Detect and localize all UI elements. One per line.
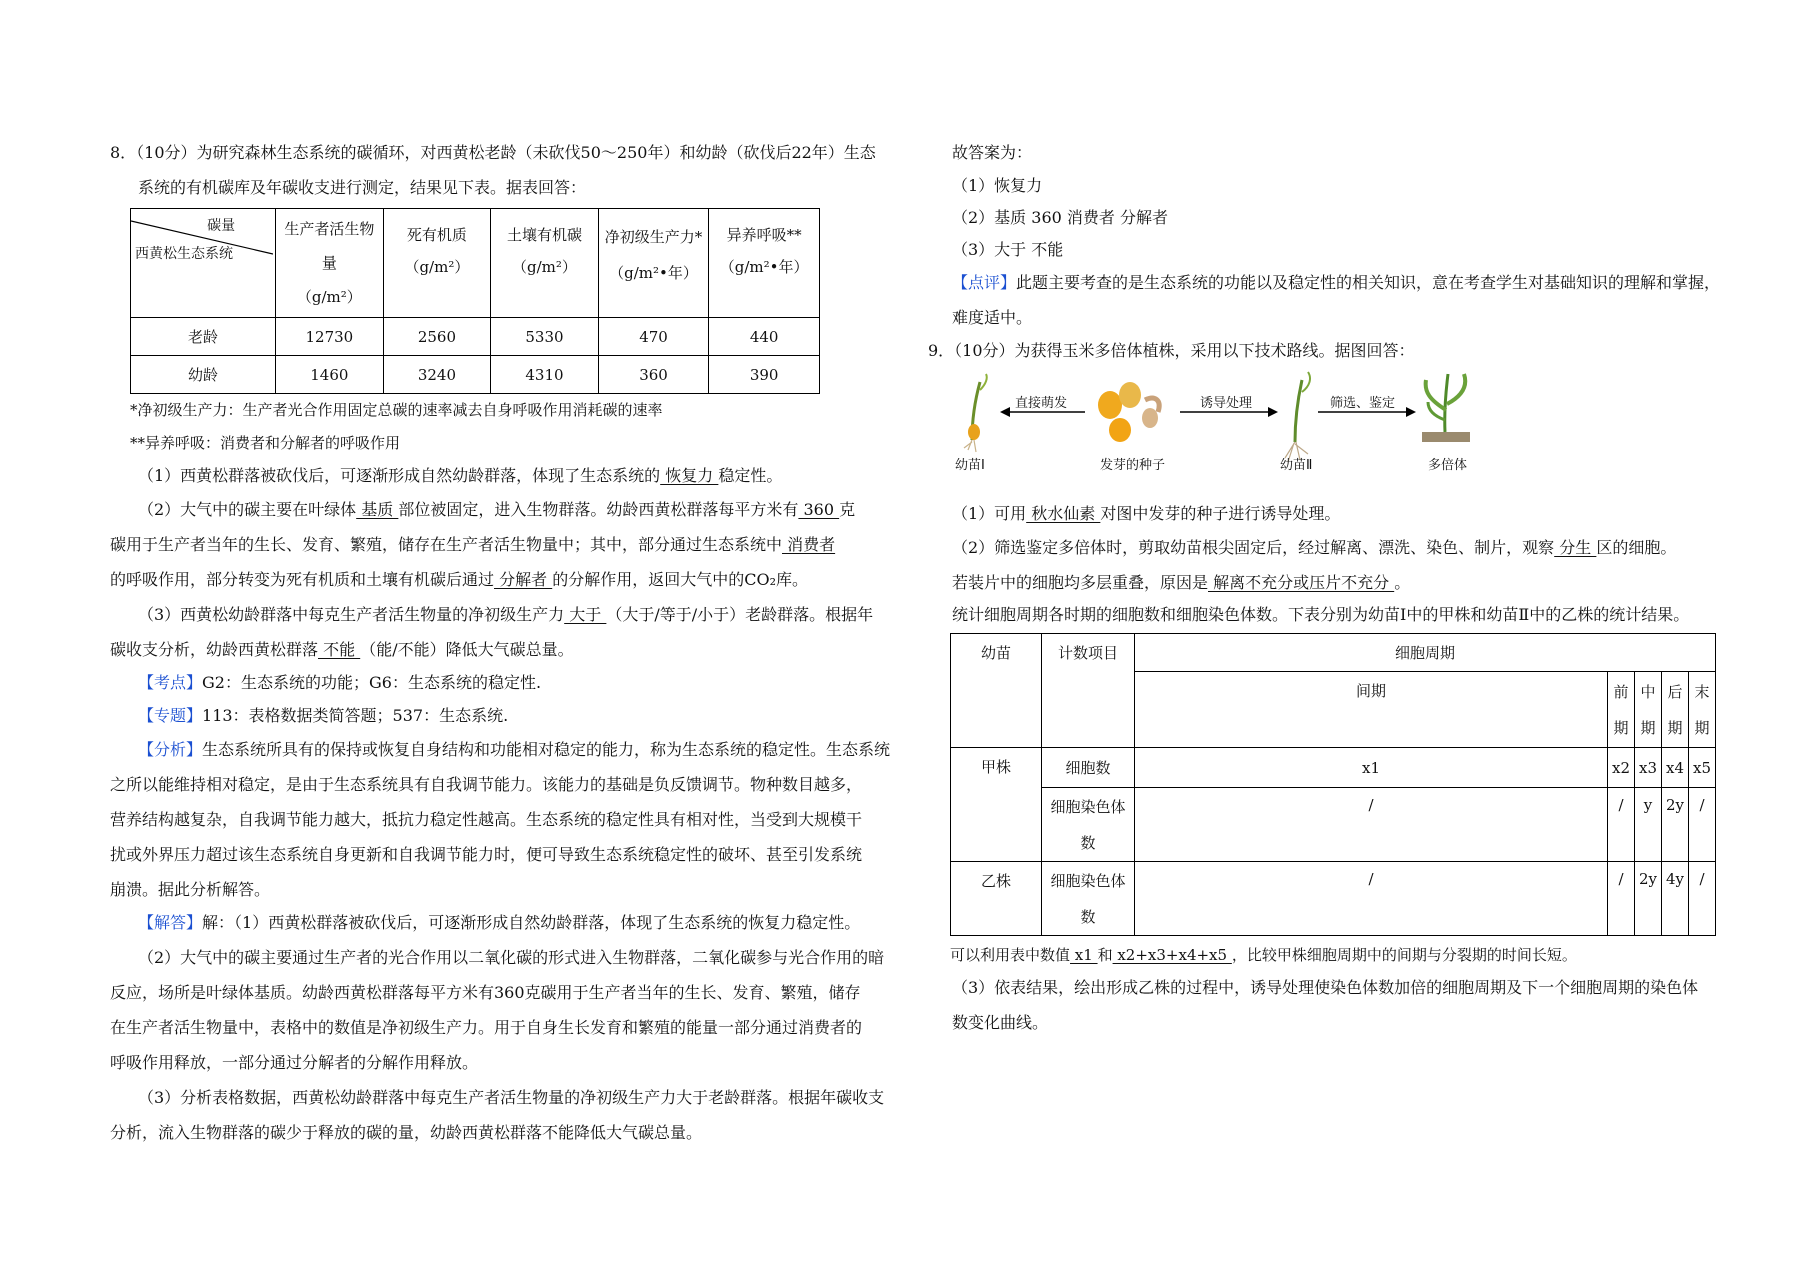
table-row: 乙株 细胞染色体 数 / / 2y 4y / [951, 862, 1716, 936]
q9-intro: 9．（10分）为获得玉米多倍体植株，采用以下技术路线。据图回答： [928, 341, 1415, 360]
zhuanti-tag: 【专题】 [138, 706, 203, 725]
row-plant-yi: 乙株 [951, 862, 1042, 936]
answer-blank: 消费者 [782, 535, 836, 554]
fenxi-line4: 扰或外界压力超过该生态系统自身更新和自我调节能力时，便可导致生态系统稳定性的破坏、甚至引发系统 [110, 845, 863, 864]
seedling-1-icon [964, 374, 987, 452]
jieda-line3: 反应，场所是叶绿体基质。幼龄西黄松群落每平方米有360克碳用于生产者当年的生长、发育、繁殖，储存 [110, 983, 861, 1002]
jieda-line6: （3）分析表格数据，西黄松幼龄群落中每克生产者活生物量的净初级生产力大于老龄群落。根据年碳收支 [138, 1088, 885, 1107]
header-heterotrophic-respiration: 异养呼吸** （g/m²•年） [709, 209, 820, 318]
dianping-tag: 【点评】 [952, 273, 1017, 292]
header-metaphase: 中 期 [1635, 672, 1662, 748]
fenxi-line5: 崩溃。据此分析解答。 [110, 880, 271, 899]
answer-1: （1）恢复力 [952, 176, 1043, 195]
q8-intro-line1: 8．（10分）为研究森林生态系统的碳循环，对西黄松老龄（未砍伐50～250年）和幼龄（砍伐后22年）生态 [110, 143, 876, 162]
arrow3-label: 筛选、鉴定 [1330, 396, 1396, 411]
kaodian-tag: 【考点】 [138, 673, 203, 692]
fenxi-line3: 营养结构越复杂，自我调节能力越大，抵抗力稳定性越高。生态系统的稳定性具有相对性，当受到大规模干 [110, 810, 863, 829]
arrow1-label: 直接萌发 [1015, 396, 1068, 411]
answer-blank: 秋水仙素 [1026, 504, 1101, 523]
header-anaphase: 后 期 [1662, 672, 1689, 748]
jieda-line4: 在生产者活生物量中，表格中的数值是净初级生产力。用于自身生长发育和繁殖的能量一部分通过消费者的 [110, 1018, 863, 1037]
header-net-primary-production: 净初级生产力* （g/m²•年） [598, 209, 709, 318]
table-row: 甲株 细胞数 x1 x2 x3 x4 x5 [951, 748, 1716, 788]
table-row: 老龄 12730 2560 5330 470 440 [131, 318, 820, 356]
germinating-seeds-icon [1098, 382, 1159, 442]
answer-2: （2）基质 360 消费者 分解者 [952, 208, 1168, 227]
jieda-line2: （2）大气中的碳主要通过生产者的光合作用以二氧化碳的形式进入生物群落，二氧化碳参与光合作用的暗 [138, 948, 885, 967]
jieda-line5: 呼吸作用释放，一部分通过分解者的分解作用释放。 [110, 1053, 479, 1072]
answer-blank: 恢复力 [660, 466, 719, 485]
header-producer-biomass: 生产者活生物 量 （g/m²） [276, 209, 384, 318]
answer-blank: 分解者 [494, 570, 553, 589]
table-corner-cell [131, 209, 276, 318]
answer-heading: 故答案为： [952, 143, 1033, 162]
carbon-table [130, 208, 820, 394]
q8-intro-line2: 系统的有机碳库及年碳收支进行测定，结果见下表。据表回答： [138, 178, 587, 197]
q9-part3-line2: 数变化曲线。 [952, 1013, 1049, 1032]
header-soil-organic-carbon: 土壤有机碳 （g/m²） [491, 209, 599, 318]
seedling2-label: 幼苗Ⅱ [1280, 458, 1313, 473]
fenxi-line2: 之所以能维持相对稳定，是由于生态系统具有自我调节能力。该能力的基础是负反馈调节。物种数目越多， [110, 775, 863, 794]
answer-blank: 基质 [356, 500, 399, 519]
table-note-1: *净初级生产力：生产者光合作用固定总碳的速率减去自身呼吸作用消耗碳的速率 [130, 401, 663, 419]
row-chromosome-count: 细胞染色体 数 [1042, 862, 1135, 936]
answer-blank: 分生 [1554, 538, 1597, 557]
header-dead-organic-matter: 死有机质 （g/m²） [383, 209, 491, 318]
row-plant-jia: 甲株 [951, 748, 1042, 862]
jieda-tag: 【解答】 [138, 913, 203, 932]
seedling-2-icon [1285, 372, 1310, 462]
fenxi: 【分析】生态系统所具有的保持或恢复自身结构和功能相对稳定的能力，称为生态系统的稳定性。生态系统 [138, 740, 891, 759]
zhuanti: 【专题】113：表格数据类简答题；537：生态系统. [138, 706, 509, 725]
header-seedling: 幼苗 [951, 634, 1042, 748]
jieda: 【解答】解：（1）西黄松群落被砍伐后，可逐渐形成自然幼龄群落，体现了生态系统的恢复力稳定性。 [138, 913, 861, 932]
header-telophase: 末 期 [1689, 672, 1716, 748]
kaodian: 【考点】G2：生态系统的功能；G6：生态系统的稳定性. [138, 673, 542, 692]
q8-part2-line2: 碳用于生产者当年的生长、发育、繁殖，储存在生产者活生物量中；其中，部分通过生态系统中 消费者 [110, 535, 836, 554]
row-cell-count: 细胞数 [1042, 748, 1135, 788]
arrow2-label: 诱导处理 [1200, 396, 1253, 411]
q9-part2-line1: （2）筛选鉴定多倍体时，剪取幼苗根尖固定后，经过解离、漂洗、染色、制片，观察 分生 区的细胞。 [952, 538, 1677, 557]
dianping: 【点评】此题主要考查的是生态系统的功能以及稳定性的相关知识，意在考查学生对基础知识的理解和掌握， [952, 273, 1721, 292]
q8-part1: （1）西黄松群落被砍伐后，可逐渐形成自然幼龄群落，体现了生态系统的 恢复力 稳定性。 [138, 466, 783, 485]
workflow-drawing [950, 370, 1470, 470]
header-prophase: 前 期 [1608, 672, 1635, 748]
workflow-figure [950, 370, 1470, 473]
answer-blank: 大于 [564, 605, 607, 624]
q9-part2-line4: 可以利用表中数值 x1 和 x2+x3+x4+x5 ，比较甲株细胞周期中的间期与分裂期的时间长短。 [950, 946, 1577, 964]
seed-label: 发芽的种子 [1100, 458, 1166, 473]
q9-part2-line2: 若装片中的细胞均多层重叠，原因是 解离不充分或压片不充分 。 [952, 573, 1411, 592]
header-interphase: 间期 [1135, 672, 1608, 748]
q8-part2-line1: （2）大气中的碳主要在叶绿体 基质 部位被固定，进入生物群落。幼龄西黄松群落每平方米有 360 克 [138, 500, 856, 519]
dianping-line2: 难度适中。 [952, 308, 1033, 327]
cell-cycle-table [950, 633, 1716, 936]
q9-part3-line1: （3）依表结果，绘出形成乙株的过程中，诱导处理使染色体数加倍的细胞周期及下一个细胞周期的染色体 [952, 978, 1699, 997]
q8-part2-line3: 的呼吸作用，部分转变为死有机质和土壤有机碳后通过 分解者 的分解作用，返回大气中的CO₂库。 [110, 570, 808, 589]
jieda-line7: 分析，流入生物群落的碳少于释放的碳的量，幼龄西黄松群落不能降低大气碳总量。 [110, 1123, 703, 1142]
seedling1-label: 幼苗Ⅰ [955, 458, 985, 473]
q9-part2-line3: 统计细胞周期各时期的细胞数和细胞染色体数。下表分别为幼苗Ⅰ中的甲株和幼苗Ⅱ中的乙株的统计结果。 [952, 605, 1690, 624]
header-count-item: 计数项目 [1042, 634, 1135, 748]
answer-blank: x2+x3+x4+x5 [1112, 946, 1232, 964]
answer-blank: 不能 [318, 640, 361, 659]
answer-blank: 360 [798, 500, 840, 519]
polyploid-label: 多倍体 [1428, 458, 1468, 473]
polyploid-plant-icon [1422, 374, 1470, 442]
table-row: 细胞染色体 数 / / y 2y / [951, 788, 1716, 862]
table-row: 幼龄 1460 3240 4310 360 390 [131, 356, 820, 394]
answer-blank: 解离不充分或压片不充分 [1208, 573, 1395, 592]
diagonal-line [131, 209, 273, 317]
q8-part3-line2: 碳收支分析，幼龄西黄松群落 不能 （能/不能）降低大气碳总量。 [110, 640, 574, 659]
corner-top-label: 碳量 [207, 218, 236, 234]
answer-blank: x1 [1070, 946, 1098, 964]
row-chromosome-count: 细胞染色体 数 [1042, 788, 1135, 862]
answer-3: （3）大于 不能 [952, 240, 1064, 259]
header-cell-cycle: 细胞周期 [1135, 634, 1716, 672]
q8-part3-line1: （3）西黄松幼龄群落中每克生产者活生物量的净初级生产力 大于 （大于/等于/小于）老龄群落。根据年 [138, 605, 874, 624]
table-note-2: **异养呼吸：消费者和分解者的呼吸作用 [130, 434, 401, 452]
corner-bottom-label: 西黄松生态系统 [135, 246, 233, 262]
fenxi-tag: 【分析】 [138, 740, 203, 759]
q9-part1: （1）可用 秋水仙素 对图中发芽的种子进行诱导处理。 [952, 504, 1341, 523]
